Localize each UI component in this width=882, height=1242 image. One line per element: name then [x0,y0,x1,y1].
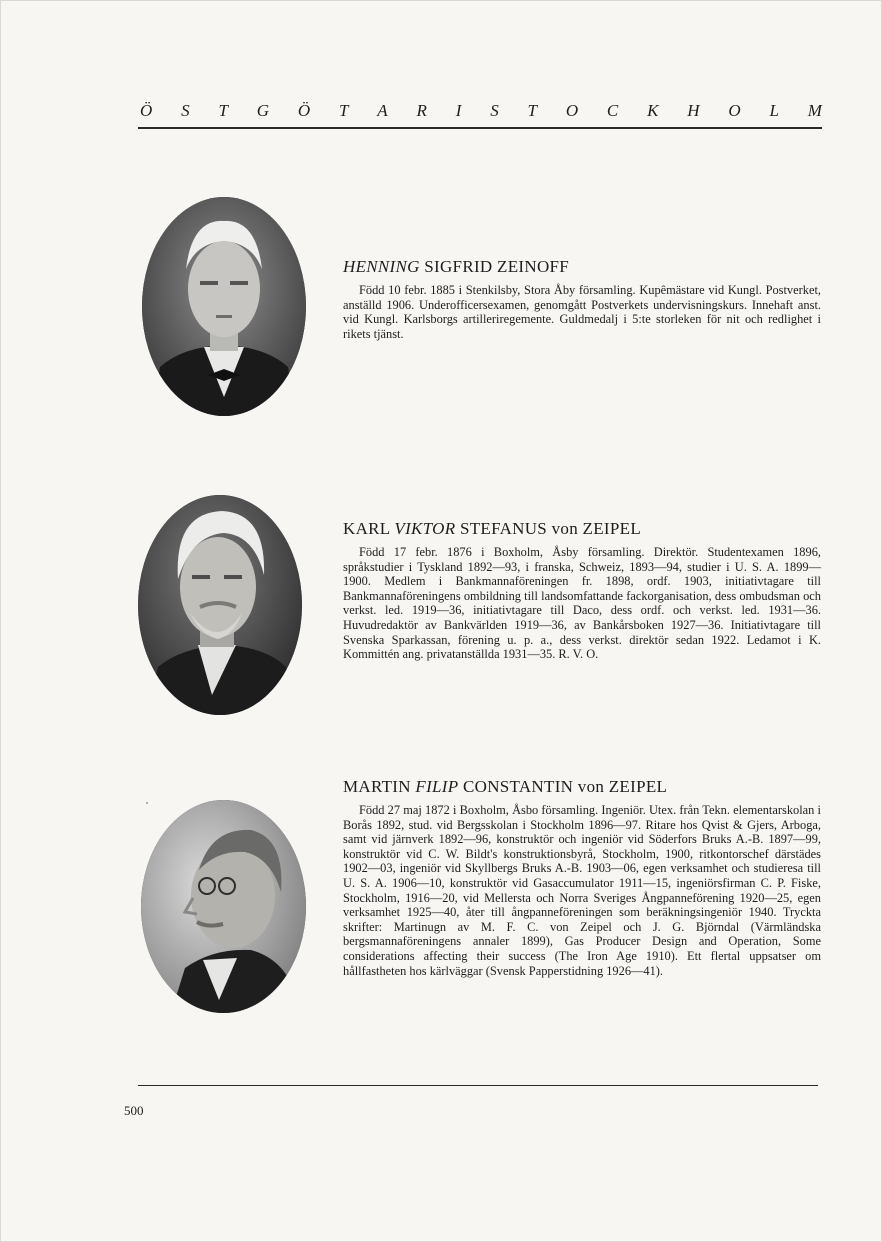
entry-body: Född 27 maj 1872 i Boxholm, Åsbo församling. Ingeniör. Utex. från Tekn. elementarskolan i Borås 1892, stud. vid Bergsskolan i Stockholm 1896—97. Ritare hos Qvist & Gjers, Arboga, samt vid järnverk 1892—96, konstruktör och ingeniör vid Söderfors Bruks A.-B. 1897—99, konstruktör vid C. W. Bildt's konstruktionsbyrå, Stockholm, 1900, ritkontorschef därstädes 1902—03, ingeniör vid Skyllbergs Bruks A.-B. 1903—06, egen verksamhet och studieresa till U. S. A. 1906—10, konstruktör vid Gasaccumulator 1911—15, ingeniörsfirman C. P. Fiske, Stockholm, 1916—20, vid Mellersta och Norra Sveriges Ångpanneförening 1920—25, egen verksamhet 1925—40, åter till ångpanneföreningen som beräkningsingeniör 1940. Tryckta skrifter: Martinugn av M. F. C. von Zeipel och J. G. Björndal (Värmländska bergsmannaföreningens annaler 1899), Gas Producer Design and Operation, Some considerations affecting their success (The Iron Age 1910). Ett flertal uppsatser om hållfastheten hos kärlväggar (Svensk Papperstidning 1926—41). [343,803,821,978]
entry-name: MARTIN FILIP CONSTANTIN von ZEIPEL [343,777,668,796]
running-header [140,98,822,124]
header-letter: Ö [140,101,153,120]
header-letter: T [218,101,228,120]
biography-entry [343,777,821,978]
biography-entry [343,257,821,341]
header-letter: K [647,101,659,120]
portrait-photo-icon [142,197,306,416]
header-letter: T [338,101,349,120]
header-letter: S [490,101,499,120]
header-letter: L [769,101,779,120]
portrait-photo-icon [141,800,306,1013]
header-letter: A [377,101,388,120]
print-speck [146,802,148,804]
header-letter: O [728,101,741,120]
portrait-photo-icon [138,495,302,715]
footer-rule [138,1085,818,1086]
header-letter: M [807,101,822,120]
header-letter: R [416,101,427,120]
header-letter: S [181,101,190,120]
header-letter: C [606,101,619,120]
header-letter: H [687,101,700,120]
header-rule [138,127,822,129]
header-letter: T [527,101,537,120]
entry-body: Född 10 febr. 1885 i Stenkilsby, Stora Åby församling. Kupêmästare vid Kungl. Postverket, anställd 1906. Underofficersexamen, genomgått Postverkets undervisningskurs. Innehaft anst. vid Kungl. Karlsborgs artilleriregemente. Guldmedalj i 5:te storleken för nit och redlighet i rikets tjänst. [343,283,821,341]
entry-body: Född 17 febr. 1876 i Boxholm, Åsby församling. Direktör. Studentexamen 1896, språkstudier i Tyskland 1892—93, i franska, Schweiz, 1893—94, studier i U. S. A. 1899—1900. Medlem i Bankmannaföreningen fr. 1898, ordf. 1903, initiativtagare till Bankmannaföreningens ombildning till landsomfattande fackorganisation, dess ombudsman och verkst. led. 1919—36, initiativtagare till Daco, dess ordf. och verkst. led. 1931—36. Huvudredaktör av Bankvärlden 1919—36, av Bankårsboken 1927—36. Initiativtagare till Svenska Sparkassan, förening u. p. a., dess verkst. direktör sedan 1922. Ledamot i K. Kommittén ang. privatanställda 1931—35. R. V. O. [343,545,821,662]
header-letter: I [455,101,462,120]
header-letter: Ö [297,101,311,120]
header-letter: O [565,101,579,120]
header-letter: G [256,101,270,120]
page-number: 500 [124,1103,144,1118]
entry-name: HENNING SIGFRID ZEINOFF [343,257,570,276]
entry-name: KARL VIKTOR STEFANUS von ZEIPEL [343,519,642,538]
biography-entry [343,519,821,662]
